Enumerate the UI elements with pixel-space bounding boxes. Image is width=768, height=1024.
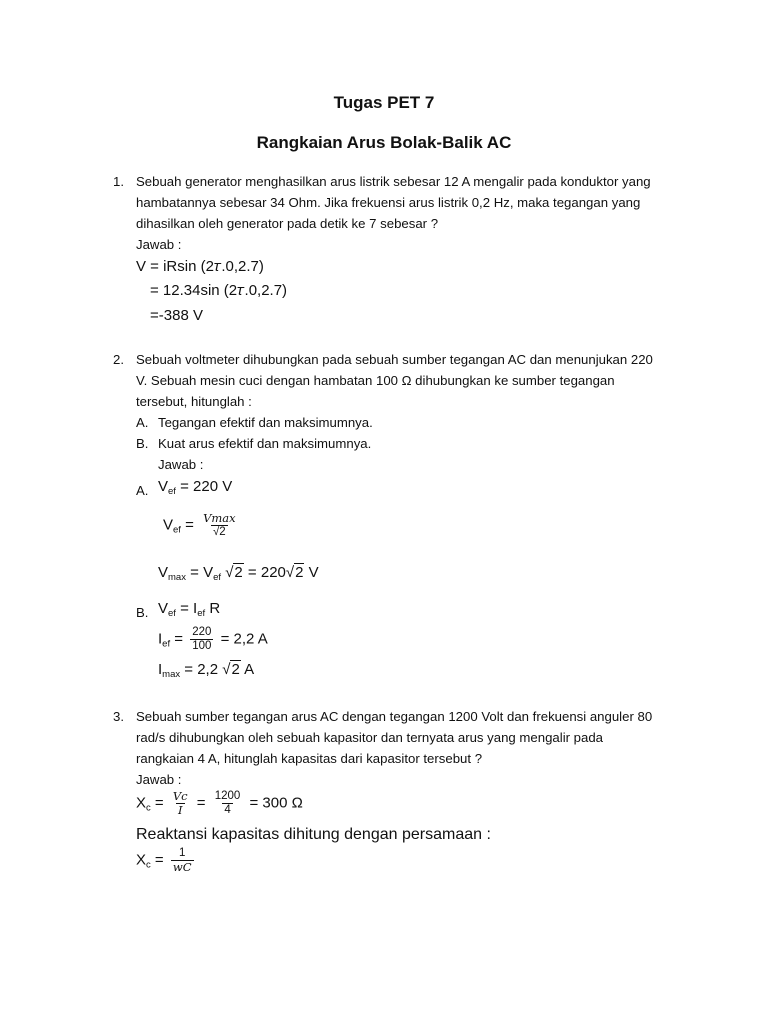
q2-vef-formula: $V_{ef}$ = $\frac{Vmax}{√2}$	[163, 511, 236, 538]
question-2-line: tersebut, hitunglah :	[136, 394, 252, 409]
fraction: $\frac{Vc}{I}$	[172, 789, 188, 817]
question-2-text	[136, 349, 653, 412]
question-3-text	[136, 706, 652, 790]
question-1-text	[136, 171, 651, 255]
q2-ief-formula: $I_{ef}$ = $\frac{220}{100}$ = 2,2 A	[158, 626, 268, 652]
question-3-jawab: Jawab :	[136, 772, 182, 787]
question-3-number: 3.	[113, 709, 124, 724]
q2-jawab: Jawab :	[158, 457, 204, 472]
sqrt: √2	[225, 564, 243, 581]
fraction: $\frac{1}{wC}$	[172, 847, 192, 874]
q3-xc-formula: $X_c$ = $\frac{1}{wC}$	[136, 847, 192, 874]
q2-item-b-letter: B.	[136, 436, 149, 451]
question-1-line: Sebuah generator menghasilkan arus listrik sebesar 12 A mengalir pada konduktor yang	[136, 174, 651, 189]
question-1-line: hambatannya sebesar 34 Ohm. Jika frekuensi arus listrik 0,2 Hz, maka tegangan yang	[136, 195, 641, 210]
q2-item-a: Tegangan efektif dan maksimumnya.	[158, 415, 373, 430]
question-2-line: Sebuah voltmeter dihubungkan pada sebuah sumber tegangan AC dan menunjukan 220	[136, 352, 653, 367]
q2-item-b: Kuat arus efektif dan maksimumnya.	[158, 436, 372, 451]
question-2-line: V. Sebuah mesin cuci dengan hambatan 100 Ω dihubungkan ke sumber tegangan	[136, 373, 615, 388]
question-1-number: 1.	[113, 174, 124, 189]
question-3-line: rad/s dihubungkan oleh sebuah kapasitor dan ternyata arus yang mengalir pada	[136, 730, 604, 745]
fraction: $\frac{Vmax}{√2}$	[203, 511, 236, 538]
q2-answer-a-letter: A.	[136, 483, 149, 498]
question-1-line: dihasilkan oleh generator pada detik ke 7 sebesar ?	[136, 216, 439, 231]
q3-xc-calculation: $X_c$ = $\frac{Vc}{I}$ = $\frac{1200}{4}$ = 300 Ω	[136, 789, 303, 817]
question-3-line: rangkaian 4 A, hitunglah kapasitas dari kapasitor tersebut ?	[136, 751, 483, 766]
fraction: $\frac{1200}{4}$	[214, 790, 241, 816]
page-title: Tugas PET 7	[333, 93, 435, 112]
fraction: $\frac{220}{100}$	[192, 626, 212, 652]
sqrt: √2	[222, 661, 240, 678]
q1-equation-2: = 12.34sin (2𝜏.0,2.7)	[150, 282, 288, 299]
q2-answer-a-equation: $V_{ef} = 220$ V	[158, 478, 233, 497]
q2-answer-b-letter: B.	[136, 605, 149, 620]
sqrt: √2	[285, 564, 304, 581]
q3-reaktansi-text: Reaktansi kapasitas dihitung dengan persamaan :	[136, 826, 491, 843]
question-2-number: 2.	[113, 352, 124, 367]
page-subtitle: Rangkaian Arus Bolak-Balik AC	[256, 133, 512, 152]
q2-item-a-letter: A.	[136, 415, 149, 430]
q2-imax-formula: $I_{max} = 2,2$ √2 A	[158, 661, 255, 680]
question-3-line: Sebuah sumber tegangan arus AC dengan tegangan 1200 Volt dan frekuensi anguler 80	[136, 709, 653, 724]
q1-equation-1: V = iRsin (2𝜏.0,2.7)	[136, 258, 264, 275]
q2-vmax-formula: $V_{max} = V_{ef}$ √2 = 220√2 V	[158, 564, 319, 583]
question-1-jawab: Jawab :	[136, 237, 182, 252]
q2-answer-b-equation: $V_{ef} = I_{ef}$ R	[158, 600, 221, 619]
q1-equation-3: =-388 V	[150, 307, 203, 324]
